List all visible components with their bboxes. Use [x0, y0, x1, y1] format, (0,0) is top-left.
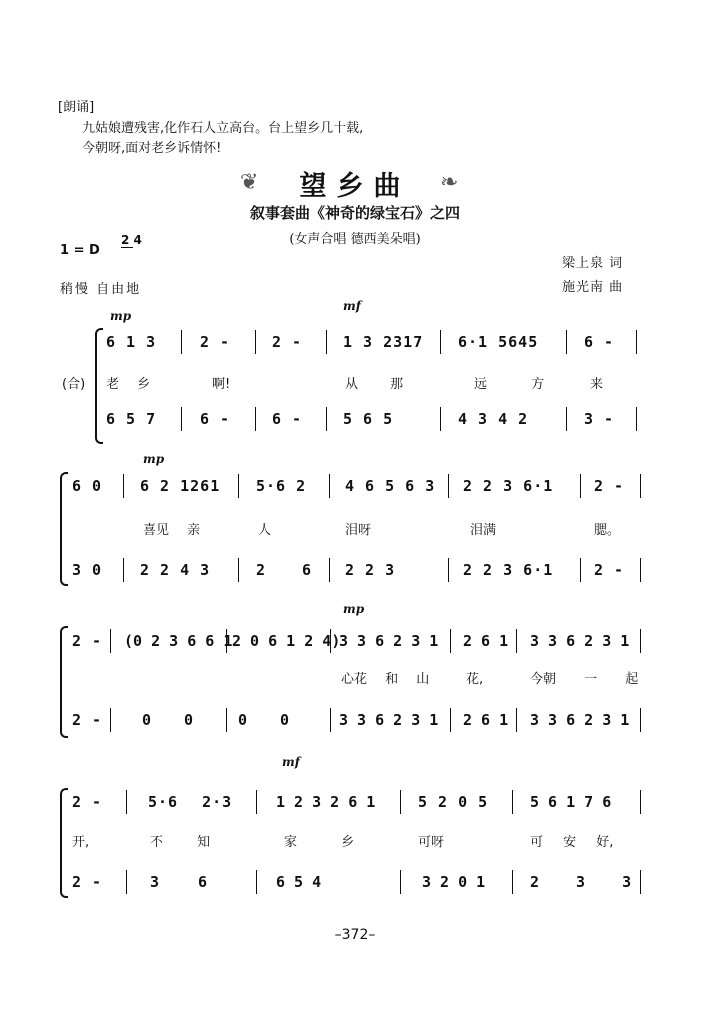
s4-upper-m4: 5 2 0 5 — [418, 793, 489, 811]
barline — [123, 558, 124, 582]
lyricist-credit: 梁上泉 词 — [562, 256, 624, 271]
s4-lower-m2: 3 6 — [150, 873, 209, 891]
barline — [400, 790, 401, 814]
barline — [566, 407, 567, 431]
s4-upper-m3: 1 2 3 2 6 1 — [276, 793, 376, 811]
s4-upper-m2: 5·6 2·3 — [148, 793, 233, 811]
dynamic-mp: mp — [110, 309, 132, 323]
s1-upper-m4: 1 3 2317 — [343, 333, 424, 351]
s4-lower-m1: 2 - — [72, 873, 103, 891]
barline — [640, 558, 641, 582]
s1-lyric-4: 从 那 — [345, 377, 404, 392]
system-brace — [60, 626, 68, 738]
s1-lyric-5: 远 方 — [474, 377, 545, 392]
performers: (女声合唱 德西美朵唱) — [289, 232, 421, 247]
voice-label: (合) — [62, 377, 86, 392]
s2-lyric-4: 泪呀 — [345, 523, 372, 538]
dynamic-mp: mp — [343, 602, 365, 616]
dynamic-mp: mp — [143, 452, 165, 466]
barline — [512, 870, 513, 894]
s3-upper-m3: 2 0 6 1 2 4) — [232, 632, 341, 650]
barline — [329, 474, 330, 498]
barline — [256, 870, 257, 894]
barline — [329, 558, 330, 582]
barline — [255, 330, 256, 354]
s4-lower-m4: 3 2 0 1 — [422, 873, 486, 891]
page-number: –372– — [334, 927, 376, 943]
barline — [110, 708, 111, 732]
s2-lyric-3: 人 — [258, 523, 272, 538]
barline — [181, 407, 182, 431]
s1-upper-m6: 6 - — [584, 333, 615, 351]
s4-lower-m5: 2 3 3 — [530, 873, 633, 891]
s2-lower-m3: 2 6 — [256, 561, 313, 579]
s3-lyric-5: 花, — [466, 672, 484, 687]
s1-upper-m2: 2 - — [200, 333, 231, 351]
s2-upper-m3: 5·6 2 — [256, 477, 307, 495]
time-top: 2 — [121, 233, 130, 247]
s3-upper-m4: 3 3 6 2 3 1 — [339, 632, 439, 650]
barline — [566, 330, 567, 354]
barline — [450, 629, 451, 653]
barline — [238, 474, 239, 498]
s1-lower-m1: 6 5 7 — [106, 410, 157, 428]
s4-lower-m3: 6 5 4 — [276, 873, 322, 891]
barline — [640, 870, 641, 894]
s2-lyric-6: 腮。 — [594, 523, 621, 538]
s2-lyric-5: 泪满 — [470, 523, 497, 538]
composer-credit: 施光南 曲 — [562, 280, 624, 295]
s3-lyric-4: 心花 和 山 — [341, 672, 430, 687]
s3-lower-m1: 2 - — [72, 711, 103, 729]
left-ornament-icon: ❦ — [240, 170, 259, 195]
s3-lower-m3: 0 0 — [238, 711, 291, 729]
system-brace — [60, 788, 68, 898]
barline — [640, 790, 641, 814]
s2-lower-m2: 2 2 4 3 — [140, 561, 211, 579]
s2-upper-m6: 2 - — [594, 477, 625, 495]
s3-lyric-6: 今朝 一 起 — [530, 672, 639, 687]
s4-upper-m1: 2 - — [72, 793, 103, 811]
barline — [326, 407, 327, 431]
s2-lower-m5: 2 2 3 6·1 — [463, 561, 554, 579]
system-brace — [60, 472, 68, 586]
barline — [440, 330, 441, 354]
barline — [512, 790, 513, 814]
s4-lyric-4: 可呀 — [418, 835, 445, 850]
dynamic-mf: mf — [282, 755, 300, 769]
dynamic-mf: mf — [343, 299, 361, 313]
barline — [580, 474, 581, 498]
s1-lower-m2: 6 - — [200, 410, 231, 428]
s1-lower-m5: 4 3 4 2 — [458, 410, 529, 428]
s3-upper-m2: (0 2 3 6 6 1 — [124, 632, 233, 650]
s1-upper-m3: 2 - — [272, 333, 303, 351]
s1-lyric-1: 老 乡 — [106, 377, 151, 392]
subtitle: 叙事套曲《神奇的绿宝石》之四 — [249, 204, 460, 222]
s2-lower-m4: 2 2 3 — [345, 561, 396, 579]
s1-lyric-6: 来 — [590, 377, 604, 392]
barline — [516, 629, 517, 653]
s4-upper-m5: 5 6 1 7 6 — [530, 793, 612, 811]
barline — [226, 708, 227, 732]
s2-upper-m1: 6 0 — [72, 477, 103, 495]
barline — [126, 790, 127, 814]
s2-lower-m1: 3 0 — [72, 561, 103, 579]
barline — [181, 330, 182, 354]
barline — [440, 407, 441, 431]
song-title: 望乡曲 — [299, 171, 411, 202]
barline — [640, 474, 641, 498]
barline — [640, 629, 641, 653]
s3-upper-m1: 2 - — [72, 632, 103, 650]
barline — [448, 474, 449, 498]
time-signature — [121, 234, 142, 247]
barline — [238, 558, 239, 582]
s1-lower-m6: 3 - — [584, 410, 615, 428]
right-ornament-icon: ❧ — [440, 170, 459, 195]
barline — [110, 629, 111, 653]
s2-lyric-2: 喜见 亲 — [143, 523, 201, 538]
barline — [255, 407, 256, 431]
barline — [636, 407, 637, 431]
barline — [448, 558, 449, 582]
barline — [640, 708, 641, 732]
s4-lyric-2: 不 知 — [150, 835, 211, 850]
s1-upper-m5: 6·1 5645 — [458, 333, 539, 351]
s2-lower-m6: 2 - — [594, 561, 625, 579]
s3-lower-m4: 3 3 6 2 3 1 — [339, 711, 439, 729]
barline — [330, 708, 331, 732]
s3-lower-m2: 0 0 — [142, 711, 195, 729]
s1-upper-m1: 6 1 3 — [106, 333, 157, 351]
barline — [516, 708, 517, 732]
barline — [636, 330, 637, 354]
tempo-marking: 稍慢 自由地 — [60, 282, 142, 297]
barline — [450, 708, 451, 732]
s3-upper-m5: 2 6 1 — [463, 632, 509, 650]
s3-lower-m6: 3 3 6 2 3 1 — [530, 711, 630, 729]
barline — [126, 870, 127, 894]
s1-lyric-2: 啊! — [212, 377, 231, 392]
s4-lyric-3: 家 乡 — [284, 835, 355, 850]
barline — [226, 629, 227, 653]
s4-lyric-1: 开, — [72, 835, 90, 850]
system-brace — [95, 328, 103, 444]
key-signature: 1 = D — [60, 243, 100, 258]
recitation-line-2: 今朝呀,面对老乡诉情怀! — [82, 141, 222, 156]
s3-lower-m5: 2 6 1 — [463, 711, 509, 729]
time-bottom: 4 — [133, 233, 142, 247]
barline — [400, 870, 401, 894]
recitation-tag: [朗诵] — [58, 100, 95, 115]
recitation-line-1: 九姑娘遭残害,化作石人立高台。台上望乡几十载, — [82, 121, 364, 136]
s2-upper-m2: 6 2 1261 — [140, 477, 221, 495]
barline — [580, 558, 581, 582]
s1-lower-m3: 6 - — [272, 410, 303, 428]
barline — [330, 629, 331, 653]
s1-lower-m4: 5 6 5 — [343, 410, 394, 428]
s3-upper-m6: 3 3 6 2 3 1 — [530, 632, 630, 650]
s4-lyric-5: 可 安 好, — [530, 835, 614, 850]
barline — [326, 330, 327, 354]
s2-upper-m5: 2 2 3 6·1 — [463, 477, 554, 495]
barline — [256, 790, 257, 814]
s2-upper-m4: 4 6 5 6 3 — [345, 477, 436, 495]
barline — [123, 474, 124, 498]
